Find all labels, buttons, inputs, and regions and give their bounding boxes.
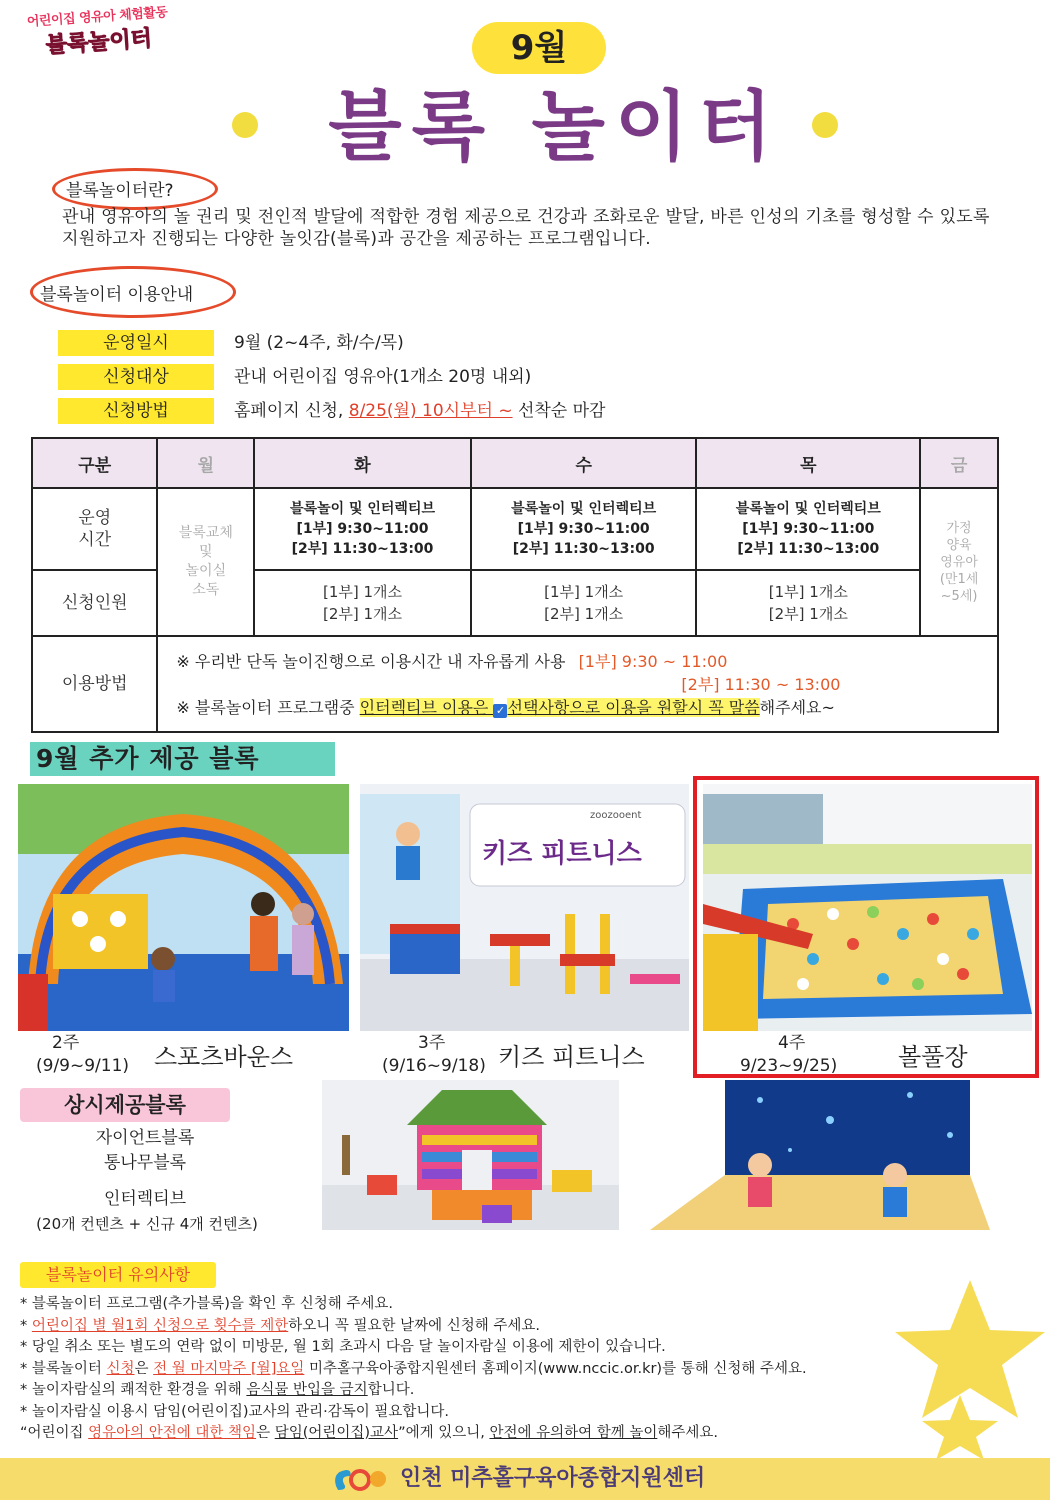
note-emphasis: 영유아의 안전에 대한 책임 bbox=[88, 1425, 257, 1441]
note-text: “어린이집 bbox=[20, 1425, 89, 1441]
note-text: * 놀이자람실 이용시 담임(어린이집)교사의 관리·감독이 필요합니다. bbox=[20, 1403, 450, 1420]
interactive-illustration bbox=[650, 1080, 990, 1230]
table-row-hours bbox=[32, 488, 998, 570]
note-item bbox=[20, 1359, 1020, 1381]
info-value-deadline: 8/25(월) 10시부터 ~ bbox=[348, 401, 513, 421]
info-key: 신청방법 bbox=[58, 398, 214, 424]
week4-name: 볼풀장 bbox=[898, 1043, 968, 1071]
intro-heading: 블록놀이터란? bbox=[66, 181, 174, 201]
schedule-table bbox=[31, 437, 999, 733]
note-text: * 당일 취소 또는 별도의 연락 없이 미방문, 월 1회 초과시 다음 달 놀이자람실 이용에 제한이 있습니다. bbox=[20, 1339, 666, 1355]
hours-line1: 블록놀이 및 인터렉티브 bbox=[511, 501, 657, 517]
week3-name: 키즈 피트니스 bbox=[498, 1043, 645, 1071]
note-text: * 블록놀이터 프로그램(추가블록)을 확인 후 신청해 주세요. bbox=[20, 1296, 393, 1312]
note-text: 은 bbox=[256, 1425, 275, 1441]
header-wed: 수 bbox=[471, 438, 697, 488]
badge-line1: 어린이집 영유아 체험활동 bbox=[26, 5, 168, 30]
note-item bbox=[20, 1316, 1020, 1338]
capacity-line2: [2부] 1개소 bbox=[323, 605, 403, 623]
info-value-pre: 홈페이지 신청, bbox=[234, 401, 349, 421]
hours-line3: [2부] 11:30~13:00 bbox=[512, 541, 655, 557]
title-dot-right bbox=[812, 112, 838, 138]
table-row-method bbox=[32, 636, 998, 732]
method-line2-pre: ※ 블록놀이터 프로그램중 bbox=[176, 697, 360, 717]
info-value-post: 선착순 마감 bbox=[512, 401, 606, 421]
info-key: 신청대상 bbox=[58, 364, 214, 390]
page-title: 블록 놀이터 bbox=[328, 82, 782, 171]
note-text: 하오니 꼭 필요한 날짜에 신청해 주세요. bbox=[288, 1317, 541, 1334]
note-text: 해주세요. bbox=[657, 1425, 718, 1441]
header-category: 구분 bbox=[32, 438, 157, 488]
header-tue: 화 bbox=[254, 438, 471, 488]
header-mon: 월 bbox=[157, 438, 254, 488]
capacity-line1: [1부] 1개소 bbox=[768, 583, 848, 601]
week4-highlight-frame bbox=[693, 776, 1039, 1078]
note-item bbox=[20, 1402, 1020, 1424]
header-fri: 금 bbox=[920, 438, 998, 488]
kids-fitness-illustration bbox=[360, 784, 689, 1031]
week3-label: 3주 bbox=[418, 1033, 446, 1053]
note-emphasis: 전 월 마지막주 [월]요일 bbox=[153, 1360, 305, 1377]
permanent-item-log: 통나무블록 bbox=[103, 1153, 187, 1173]
note-text: 합니다. bbox=[367, 1382, 415, 1398]
sports-bounce-photo bbox=[18, 784, 349, 1031]
method-line2 bbox=[176, 696, 997, 719]
fitness-sign-sub: zoozooent bbox=[590, 810, 642, 821]
header-thu: 목 bbox=[696, 438, 920, 488]
method-line1-text: ※ 우리반 단독 놀이진행으로 이용시간 내 자유롭게 사용 bbox=[176, 651, 566, 671]
notes-heading: 블록놀이터 유의사항 bbox=[20, 1262, 216, 1288]
permanent-item-contents: (20개 컨텐츠 + 신규 4개 컨텐츠) bbox=[36, 1215, 258, 1233]
note-text: * 놀이자람실의 쾌적한 환경을 위해 bbox=[20, 1382, 247, 1398]
capacity-line2: [2부] 1개소 bbox=[544, 605, 624, 623]
badge-line2: 블록놀이터 bbox=[45, 26, 153, 59]
note-item bbox=[20, 1337, 1020, 1359]
tue-hours bbox=[254, 488, 471, 570]
method-cell bbox=[157, 636, 998, 732]
note-text: * bbox=[20, 1317, 32, 1334]
capacity-line2: [2부] 1개소 bbox=[768, 605, 848, 623]
notes-list bbox=[20, 1294, 1020, 1445]
hours-line1: 블록놀이 및 인터렉티브 bbox=[735, 501, 881, 517]
note-text: ”에게 있으니, bbox=[398, 1425, 490, 1441]
tue-capacity bbox=[254, 570, 471, 636]
hours-line2: [1부] 9:30~11:00 bbox=[517, 521, 650, 537]
fri-note: 가정 양육 영유아 (만1세 ~5세) bbox=[920, 488, 998, 636]
guide-heading: 블록놀이터 이용안내 bbox=[40, 285, 194, 305]
week3-dates: (9/16~9/18) bbox=[382, 1056, 486, 1076]
method-line2-post: 해주세요~ bbox=[759, 697, 835, 717]
week2-name: 스포츠바운스 bbox=[154, 1043, 294, 1071]
table-header-row bbox=[32, 438, 998, 488]
method-line2-hl2: 선택사항으로 이용을 원할시 꼭 말씀 bbox=[507, 697, 760, 717]
hours-line2: [1부] 9:30~11:00 bbox=[742, 521, 875, 537]
week4-label: 4주 bbox=[778, 1033, 806, 1053]
info-value bbox=[234, 398, 605, 424]
permanent-item-interactive: 인터렉티브 bbox=[103, 1189, 187, 1209]
footer bbox=[0, 1458, 1050, 1500]
row-label-capacity: 신청인원 bbox=[32, 570, 157, 636]
header-badge bbox=[7, 0, 190, 58]
permanent-heading: 상시제공블록 bbox=[20, 1088, 230, 1122]
info-value: 관내 어린이집 영유아(1개소 20명 내외) bbox=[234, 367, 532, 387]
note-item bbox=[20, 1380, 1020, 1402]
month-pill: 9월 bbox=[472, 22, 606, 74]
note-emphasis: 신청 bbox=[106, 1360, 135, 1377]
note-underline: 담임(어린이집)교사 bbox=[274, 1425, 399, 1441]
capacity-line1: [1부] 1개소 bbox=[323, 583, 403, 601]
org-logo-icon bbox=[330, 1464, 390, 1494]
hours-line1: 블록놀이 및 인터렉티브 bbox=[290, 501, 436, 517]
giant-block-illustration bbox=[322, 1080, 619, 1230]
kids-fitness-photo bbox=[360, 784, 689, 1031]
intro-text: 관내 영유아의 놀 권리 및 전인적 발달에 적합한 경험 제공으로 건강과 조화로운 발달, 바른 인성의 기초를 형성할 수 있도록 지원하고자 진행되는 다양한 놀잇감(블록)과 공간을 제공하는 프로그램입니다. bbox=[62, 207, 990, 249]
extra-heading: 9월 추가 제공 블록 bbox=[36, 744, 260, 773]
week2-dates: (9/9~9/11) bbox=[36, 1056, 130, 1076]
footer-org-name: 인천 미추홀구육아종합지원센터 bbox=[400, 1466, 706, 1491]
method-time1: [1부] 9:30 ~ 11:00 bbox=[578, 651, 728, 671]
hours-line2: [1부] 9:30~11:00 bbox=[296, 521, 429, 537]
thu-hours bbox=[696, 488, 920, 570]
giant-block-photo bbox=[322, 1080, 619, 1230]
note-underline: 안전에 유의하여 함께 놀이 bbox=[489, 1425, 658, 1441]
note-text: 미추홀구육아종합지원센터 홈페이지(www.nccic.or.kr)를 통해 신청해 주세요. bbox=[304, 1360, 807, 1377]
title-dot-left bbox=[232, 112, 258, 138]
wed-hours bbox=[471, 488, 697, 570]
row-label-hours: 운영 시간 bbox=[32, 488, 157, 570]
note-text: 은 bbox=[134, 1360, 154, 1377]
note-emphasis: 어린이집 별 월1회 신청으로 횟수를 제한 bbox=[31, 1317, 289, 1334]
checkbox-icon: ✓ bbox=[493, 704, 507, 718]
permanent-item-giant: 자이언트블록 bbox=[95, 1128, 195, 1148]
fitness-sign: 키즈 피트니스 bbox=[482, 839, 642, 869]
hours-line3: [2부] 11:30~13:00 bbox=[737, 541, 880, 557]
sports-bounce-illustration bbox=[18, 784, 349, 1031]
interactive-photo bbox=[650, 1080, 990, 1230]
week2-label: 2주 bbox=[52, 1033, 80, 1053]
mon-note: 블록교체 및 놀이실 소독 bbox=[157, 488, 254, 636]
info-key: 운영일시 bbox=[58, 330, 214, 356]
week4-dates: 9/23~9/25) bbox=[740, 1056, 838, 1076]
row-label-method: 이용방법 bbox=[32, 636, 157, 732]
note-item bbox=[20, 1294, 1020, 1316]
note-underline: 음식물 반입을 금지 bbox=[246, 1382, 368, 1398]
note-text: * 블록놀이터 bbox=[20, 1360, 107, 1377]
note-item bbox=[20, 1423, 1020, 1445]
thu-capacity bbox=[696, 570, 920, 636]
info-value: 9월 (2~4주, 화/수/목) bbox=[234, 333, 404, 353]
capacity-line1: [1부] 1개소 bbox=[544, 583, 624, 601]
extra-heading-banner bbox=[30, 742, 335, 776]
method-time2: [2부] 11:30 ~ 13:00 bbox=[681, 674, 841, 694]
hours-line3: [2부] 11:30~13:00 bbox=[291, 541, 434, 557]
wed-capacity bbox=[471, 570, 697, 636]
method-line1 bbox=[176, 650, 997, 673]
method-line2-hl: 인터렉티브 이용은 bbox=[359, 697, 494, 717]
